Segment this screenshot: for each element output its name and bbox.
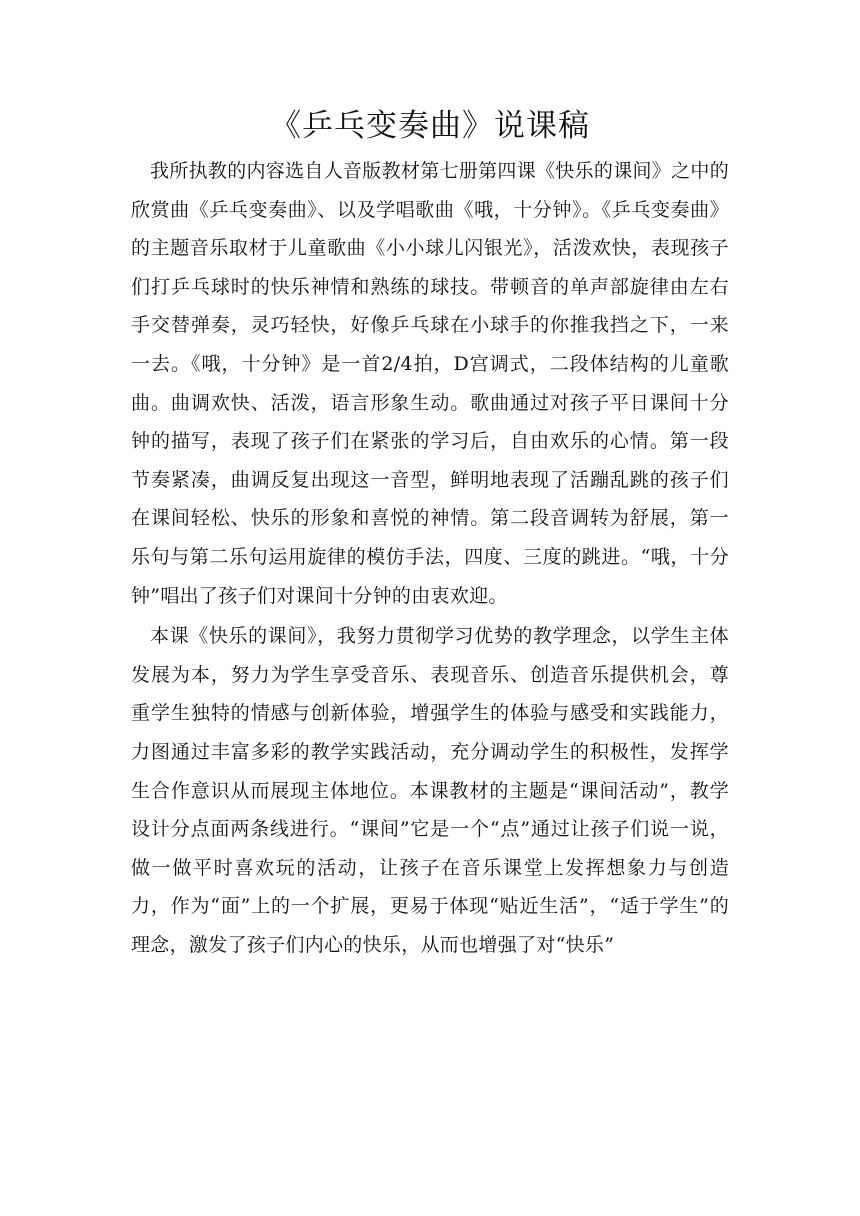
paragraph-1: 我所执教的内容选自人音版教材第七册第四课《快乐的课间》之中的欣赏曲《乒乓变奏曲》、以及学唱歌曲《哦，十分钟》。《乒乓变奏曲》的主题音乐取材于儿童歌曲《小小球儿闪银光》，活泼欢快，表现孩子们打乒乓球时的快乐神情和熟练的球技。带顿音的单声部旋律由左右手交替弹奏，灵巧轻快，好像乒乓球在小球手的你推我挡之下，一来一去。《哦，十分钟》是一首2/4拍，D宫调式，二段体结构的儿童歌曲。曲调欢快、活泼，语言形象生动。歌曲通过对孩子平日课间十分钟的描写，表现了孩子们在紧张的学习后，自由欢乐的心情。第一段节奏紧凑，曲调反复出现这一音型，鲜明地表现了活蹦乱跳的孩子们在课间轻松、快乐的形象和喜悦的神情。第二段音调转为舒展，第一乐句与第二乐句运用旋律的模仿手法，四度、三度的跳进。“哦，十分钟”唱出了孩子们对课间十分钟的由衷欢迎。 <box>131 160 730 607</box>
paragraph-2: 本课《快乐的课间》，我努力贯彻学习优势的教学理念，以学生主体发展为本，努力为学生享受音乐、表现音乐、创造音乐提供机会，尊重学生独特的情感与创新体验，增强学生的体验与感受和实践能力，力图通过丰富多彩的教学实践活动，充分调动学生的积极性，发挥学生合作意识从而展现主体地位。本课教材的主题是“课间活动”，教学设计分点面两条线进行。“课间”它是一个“点”通过让孩子们说一说，做一做平时喜欢玩的活动，让孩子在音乐课堂上发挥想象力与创造力，作为“面”上的一个扩展，更易于体现“贴近生活”，“适于学生”的理念，激发了孩子们内心的快乐，从而也增强了对“快乐” <box>131 625 729 956</box>
document-body <box>131 152 729 964</box>
document-title: 《乒乓变奏曲》说课稿 <box>270 108 590 144</box>
